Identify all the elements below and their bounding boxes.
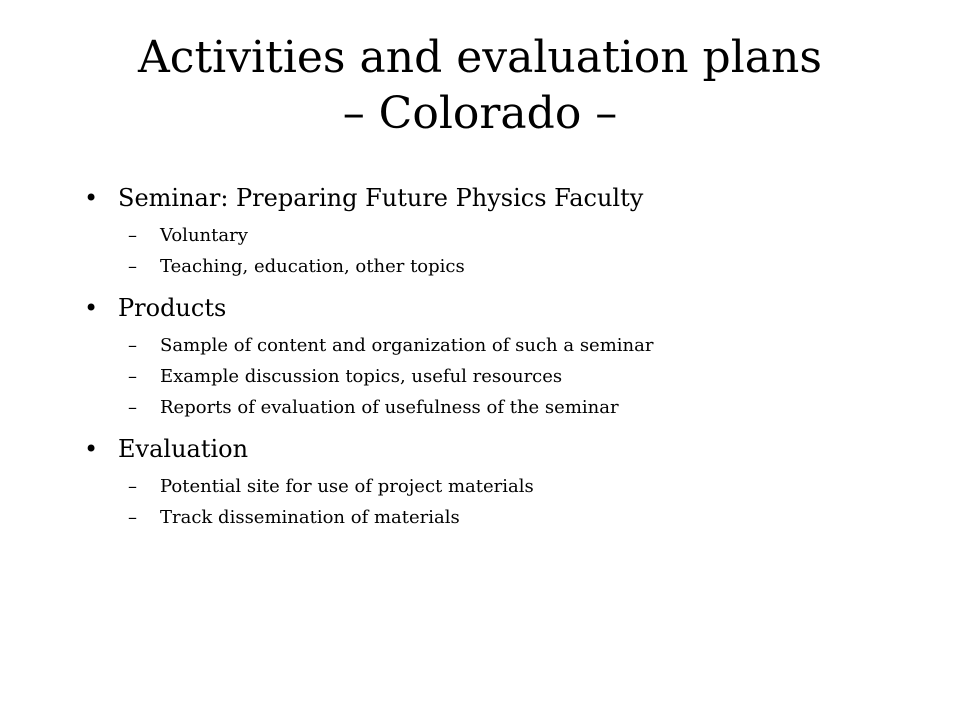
section-seminar [84, 180, 904, 282]
sub-item [84, 220, 904, 251]
bullet-item [84, 290, 904, 326]
bullet-heading: Products [118, 294, 227, 322]
slide-content [84, 180, 904, 541]
sub-item-text: Potential site for use of project materials [160, 476, 534, 497]
sub-item [84, 251, 904, 282]
sub-item [84, 471, 904, 502]
slide-title [40, 30, 920, 142]
bullet-icon: • [84, 435, 99, 463]
sub-item-text: Teaching, education, other topics [160, 256, 465, 277]
dash-icon: – [128, 476, 137, 497]
dash-icon: – [128, 335, 137, 356]
title-line-1: Activities and evaluation plans [138, 32, 822, 83]
bullet-icon: • [84, 294, 99, 322]
dash-icon: – [128, 507, 137, 528]
sub-item [84, 502, 904, 533]
bullet-item [84, 431, 904, 467]
sub-item [84, 361, 904, 392]
sub-item-text: Track dissemination of materials [160, 507, 460, 528]
sub-item [84, 330, 904, 361]
title-line-2: – Colorado – [342, 88, 618, 139]
sub-item-text: Sample of content and organization of such a seminar [160, 335, 654, 356]
sub-item-text: Voluntary [160, 225, 248, 246]
dash-icon: – [128, 225, 137, 246]
section-products [84, 290, 904, 423]
section-evaluation [84, 431, 904, 533]
sub-item-text: Reports of evaluation of usefulness of the seminar [160, 397, 619, 418]
bullet-heading: Evaluation [118, 435, 249, 463]
bullet-icon: • [84, 184, 99, 212]
dash-icon: – [128, 397, 137, 418]
sub-item [84, 392, 904, 423]
dash-icon: – [128, 256, 137, 277]
sub-item-text: Example discussion topics, useful resources [160, 366, 563, 387]
dash-icon: – [128, 366, 137, 387]
bullet-item [84, 180, 904, 216]
bullet-heading: Seminar: Preparing Future Physics Faculty [118, 184, 644, 212]
